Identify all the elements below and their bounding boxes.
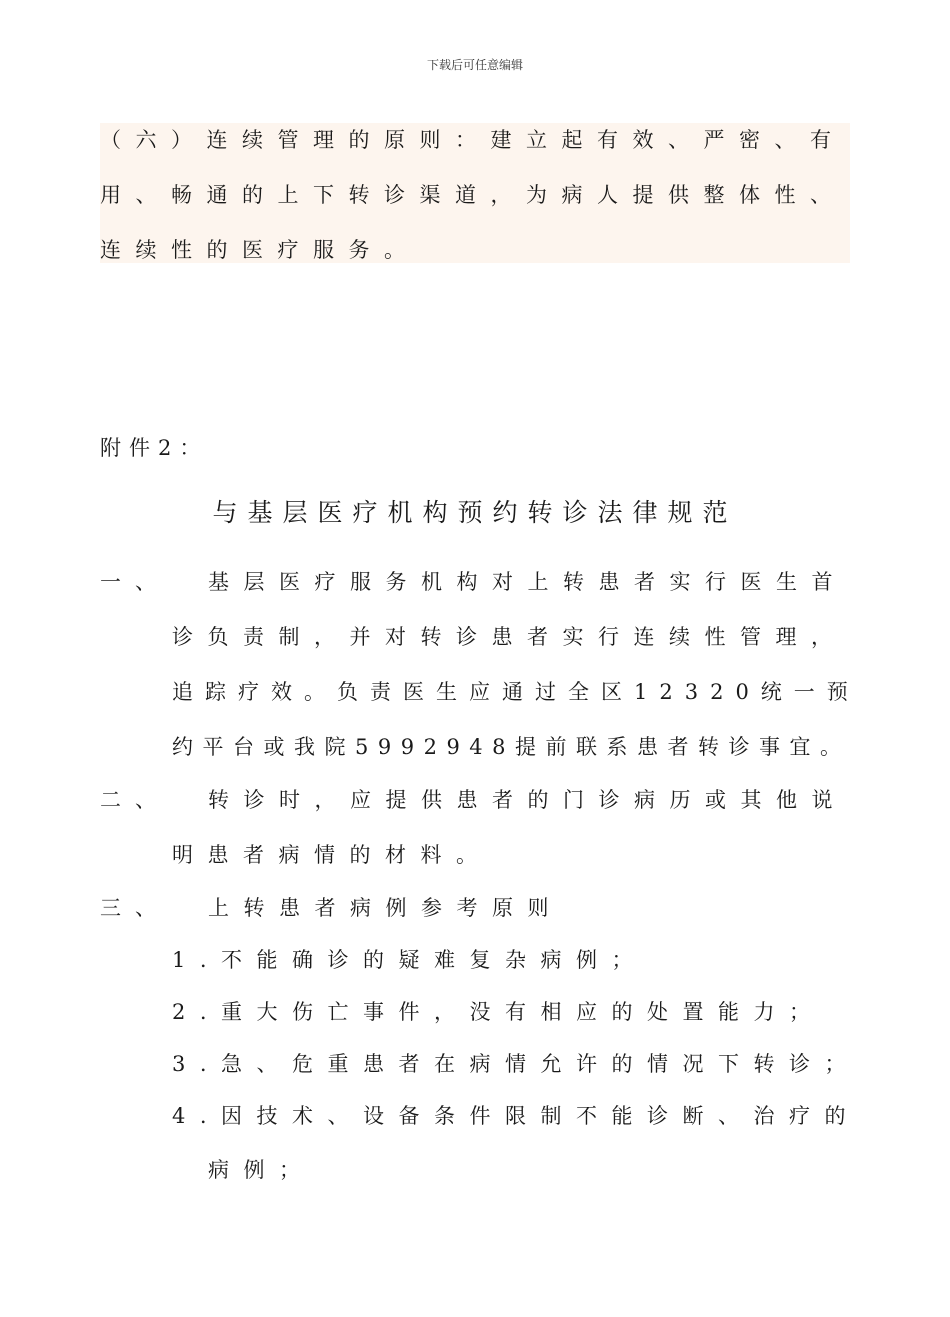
document-title: 与基层医疗机构预约转诊法律规范	[212, 498, 738, 527]
principle-line-3: 连续性的医疗服务。	[100, 238, 420, 262]
section-3-marker: 三、	[100, 896, 170, 920]
section-2-line-1: 转诊时，应提供患者的门诊病历或其他说	[208, 788, 847, 812]
section-1-marker: 一、	[100, 570, 170, 594]
section-1-line-1: 基层医疗服务机构对上转患者实行医生首	[208, 570, 847, 594]
list-item-4-continued: 病例；	[208, 1158, 315, 1182]
section-1-line-2: 诊负责制，并对转诊患者实行连续性管理，	[172, 625, 847, 649]
section-2-marker: 二、	[100, 788, 170, 812]
section-1-line-3: 追踪疗效。负责医生应通过全区12320统一预	[172, 680, 860, 704]
attachment-label: 附件2：	[100, 436, 209, 460]
section-2-line-2: 明患者病情的材料。	[172, 843, 492, 867]
list-item-4: 4.因技术、设备条件限制不能诊断、治疗的	[172, 1104, 861, 1128]
list-item-2: 2.重大伤亡事件，没有相应的处置能力；	[172, 1000, 825, 1024]
page-header: 下载后可任意编辑	[426, 58, 523, 72]
list-item-1: 1.不能确诊的疑难复杂病例；	[172, 948, 648, 972]
list-item-3: 3.急、危重患者在病情允许的情况下转诊；	[172, 1052, 861, 1076]
principle-line-1: （六）连续管理的原则：建立起有效、严密、有	[100, 128, 846, 152]
principle-line-2: 用、畅通的上下转诊渠道，为病人提供整体性、	[100, 183, 846, 207]
section-3-line-1: 上转患者病例参考原则	[208, 896, 563, 920]
section-1-line-4: 约平台或我院5992948提前联系患者转诊事宜。	[172, 735, 851, 759]
